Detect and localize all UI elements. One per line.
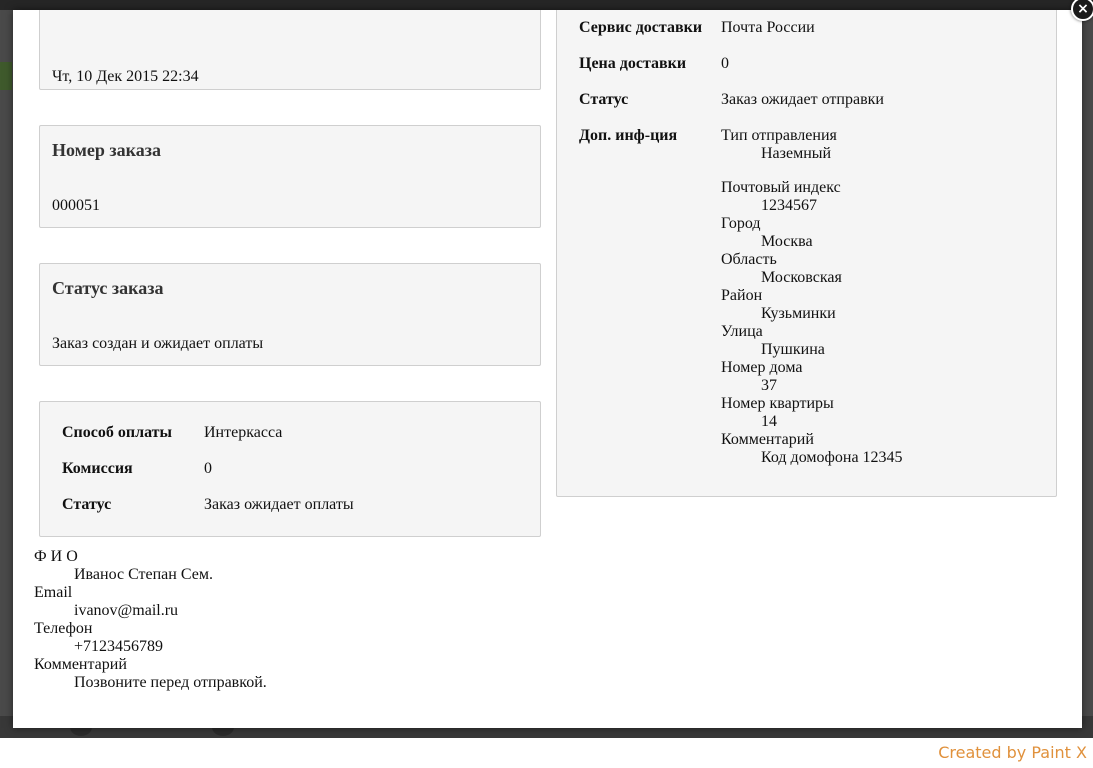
delivery-comment-label: Комментарий: [721, 431, 814, 448]
order-number-value: 000051: [52, 197, 100, 214]
delivery-card: [556, 10, 1057, 497]
background-top-bar: [0, 0, 1093, 10]
delivery-status-value: Заказ ожидает отправки: [721, 91, 884, 108]
payment-status-value: Заказ ожидает оплаты: [204, 496, 354, 513]
street-value: Пушкина: [761, 341, 825, 358]
delivery-comment-value: Код домофона 12345: [761, 449, 903, 466]
payment-method-label: Способ оплаты: [62, 424, 173, 441]
postal-code-value: 1234567: [761, 197, 817, 214]
delivery-status-label: Статус: [579, 91, 629, 108]
order-number-card: [39, 125, 541, 228]
shipment-type-label: Тип отправления: [721, 127, 837, 144]
delivery-extra-list: [721, 127, 903, 467]
delivery-extra-label: Доп. инф-ция: [579, 127, 678, 144]
region-value: Московская: [761, 269, 842, 286]
payment-card: [39, 401, 541, 537]
payment-method-value: Интеркасса: [204, 424, 283, 441]
customer-email-label: Email: [34, 584, 73, 601]
district-label: Район: [721, 287, 763, 304]
order-number-title: Номер заказа: [52, 140, 161, 160]
postal-code-label: Почтовый индекс: [721, 179, 841, 196]
order-status-title: Статус заказа: [52, 278, 164, 298]
order-details-modal: [13, 10, 1082, 728]
delivery-service-label: Сервис доставки: [579, 19, 703, 36]
house-number-label: Номер дома: [721, 359, 803, 376]
region-label: Область: [721, 251, 777, 268]
customer-email-value: ivanov@mail.ru: [74, 602, 179, 619]
street-label: Улица: [721, 323, 763, 340]
customer-phone-value: +7123456789: [74, 638, 164, 655]
apartment-number-label: Номер квартиры: [721, 395, 834, 412]
shipment-type-value: Наземный: [761, 145, 832, 162]
payment-fee-label: Комиссия: [62, 460, 133, 477]
close-icon[interactable]: ×: [1071, 0, 1093, 21]
customer-name-label: Ф И О: [34, 548, 78, 565]
order-date: Чт, 10 Дек 2015 22:34: [52, 68, 199, 85]
payment-fee-value: 0: [204, 460, 212, 477]
order-status-value: Заказ создан и ожидает оплаты: [52, 335, 264, 352]
house-number-value: 37: [761, 377, 777, 394]
customer-info-list: [34, 548, 267, 692]
district-value: Кузьминки: [761, 305, 836, 322]
payment-status-label: Статус: [62, 496, 112, 513]
apartment-number-value: 14: [761, 413, 777, 430]
customer-phone-label: Телефон: [34, 620, 93, 637]
delivery-price-value: 0: [721, 55, 729, 72]
customer-name-value: Иванос Степан Сем.: [74, 566, 213, 583]
customer-comment-value: Позвоните перед отправкой.: [74, 674, 267, 691]
order-status-card: [39, 263, 541, 366]
delivery-service-value: Почта России: [721, 19, 815, 36]
order-date-card: [39, 10, 541, 90]
delivery-price-label: Цена доставки: [579, 55, 687, 72]
background-green-band: [0, 62, 12, 90]
city-label: Город: [721, 215, 761, 232]
customer-comment-label: Комментарий: [34, 656, 127, 673]
city-value: Москва: [761, 233, 813, 250]
watermark-credit: Created by Paint X: [938, 743, 1087, 762]
